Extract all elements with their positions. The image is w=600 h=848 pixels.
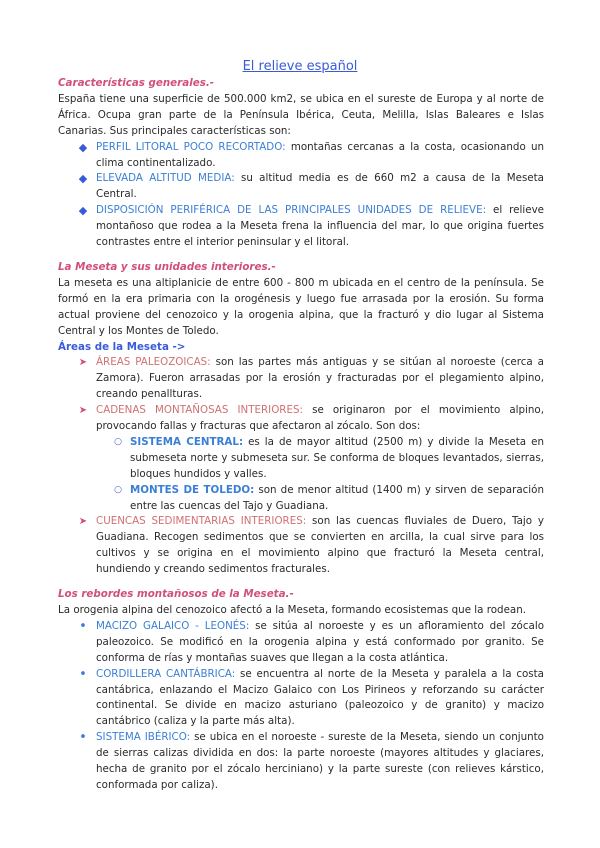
document-body bbox=[58, 76, 544, 794]
dot-bullet-icon: • bbox=[79, 730, 87, 746]
arrow-bullet-icon: ➤ bbox=[78, 405, 88, 417]
circle-bullet-icon: ○ bbox=[114, 484, 122, 495]
item-label: PERFIL LITORAL POCO RECORTADO: bbox=[96, 140, 286, 153]
circle-bullet-icon: ○ bbox=[114, 436, 122, 447]
item-text: montañas cercanas a la costa, ocasionando un clima continentalizado. bbox=[96, 140, 544, 169]
caracteristicas-intro: España tiene una superficie de 500.000 km2, se ubica en el sureste de Europa y al norte de África. Ocupa gran parte de la Península Ibérica, Ceuta, Melilla, Islas Baleares e Islas Canarias. Sus principales características son: bbox=[58, 92, 544, 137]
arrow-bullet-icon: ➤ bbox=[78, 357, 88, 369]
item-text: son las cuencas fluviales de Duero, Tajo y Guadiana. Recogen sedimentos que se convierten en arcilla, la cual sirve para los cultivos y se origina en el movimiento alpino que fracturó la Meseta central, hundiendo y creando sedimentos fracturales. bbox=[96, 515, 544, 576]
meseta-intro: La meseta es una altiplanicie de entre 600 - 800 m ubicada en el centro de la península. Se formó en la era primaria con la orogénesis y luego fue arrasada por la erosión. Su forma actual proviene del cenozoico y la orogenia alpina, que la fracturó y dio lugar al Sistema Central y los Montes de Toledo. bbox=[58, 276, 544, 337]
list-item bbox=[58, 403, 544, 435]
item-text: su altitud media es de 660 m2 a causa de la Meseta Central. bbox=[96, 172, 544, 201]
section-heading-meseta: La Meseta y sus unidades interiores.- bbox=[58, 260, 276, 273]
list-item bbox=[58, 355, 544, 403]
list-item bbox=[58, 203, 544, 251]
list-item bbox=[58, 435, 544, 483]
item-text: se encuentra al norte de la Meseta y paralela a la costa cantábrica, enlazando el Macizo Galaico con Los Pirineos y reforzando su carácter continental. Se divide en macizo asturiano (paleozoico y de granito) y macizo cantábrico (caliza y la parte más alta). bbox=[96, 667, 544, 728]
item-text: es la de mayor altitud (2500 m) y divide la Meseta en submeseta norte y submeseta sur. Se conforma de bloques levantados, sierras, bloques hundidos y valles. bbox=[130, 435, 544, 480]
document-title: El relieve español bbox=[242, 59, 358, 74]
section-heading-rebordes: Los rebordes montañosos de la Meseta.- bbox=[58, 588, 294, 601]
item-label: CUENCAS SEDIMENTARIAS INTERIORES: bbox=[96, 515, 307, 528]
areas-heading: Áreas de la Meseta -> bbox=[58, 340, 186, 353]
item-label: CORDILLERA CANTÁBRICA: bbox=[96, 667, 236, 680]
diamond-bullet-icon: ◆ bbox=[78, 172, 88, 186]
list-item bbox=[58, 619, 544, 667]
item-text: se originaron por el movimiento alpino, provocando fallas y fracturas que afectaron al zócalo. Son dos: bbox=[96, 404, 544, 433]
dot-bullet-icon: • bbox=[79, 618, 87, 634]
arrow-bullet-icon: ➤ bbox=[78, 516, 88, 528]
rebordes-intro: La orogenia alpina del cenozoico afectó a la Meseta, formando ecosistemas que la rodean. bbox=[58, 604, 527, 616]
diamond-bullet-icon: ◆ bbox=[78, 204, 88, 218]
diamond-bullet-icon: ◆ bbox=[78, 140, 88, 154]
item-text: son las partes más antiguas y se sitúan al noroeste (cerca a Zamora). Fueron arrasadas por la erosión y fracturadas por el plegamiento alpino, creando penallturas. bbox=[96, 356, 544, 401]
item-label: DISPOSICIÓN PERIFÉRICA DE LAS PRINCIPALES UNIDADES DE RELIEVE: bbox=[96, 204, 487, 217]
section-heading-caracteristicas: Características generales.- bbox=[58, 77, 215, 89]
item-text: son de menor altitud (1400 m) y sirven de separación entre las cuencas del Tajo y Guadiana. bbox=[130, 483, 544, 512]
dot-bullet-icon: • bbox=[79, 666, 87, 682]
item-text: se ubica en el noroeste - sureste de la Meseta, siendo un conjunto de sierras calizas dividida en dos: la parte noroeste (mayores altitudes y glaciares, hecha de granito por el zócalo herciniano) y la parte sureste (con relieves kárstico, conformada por caliza). bbox=[96, 731, 544, 791]
list-item bbox=[58, 667, 544, 731]
item-label: MACIZO GALAICO - LEONÉS: bbox=[96, 619, 250, 632]
list-item bbox=[58, 171, 544, 203]
list-item bbox=[58, 730, 544, 794]
list-item bbox=[58, 140, 544, 172]
item-text: se sitúa al noroeste y es un afloramiento del zócalo paleozoico. Se modificó en la orogenia alpina y está conformado por granito. Se conforma de rías y montañas suaves que llegan a la costa atlántica. bbox=[96, 619, 544, 664]
item-label: CADENAS MONTAÑOSAS INTERIORES: bbox=[96, 404, 303, 417]
item-label: ÁREAS PALEOZOICAS: bbox=[96, 356, 211, 369]
item-text: el relieve montañoso que rodea a la Meseta frena la influencia del mar, lo que origina fuertes contrastes entre el interior peninsular y el litoral. bbox=[96, 204, 544, 249]
item-label: MONTES DE TOLEDO: bbox=[130, 483, 255, 496]
list-item bbox=[58, 514, 544, 578]
list-item bbox=[58, 483, 544, 515]
item-label: SISTEMA IBÉRICO: bbox=[96, 731, 191, 744]
item-label: ELEVADA ALTITUD MEDIA: bbox=[96, 172, 235, 185]
item-label: SISTEMA CENTRAL: bbox=[130, 435, 244, 448]
